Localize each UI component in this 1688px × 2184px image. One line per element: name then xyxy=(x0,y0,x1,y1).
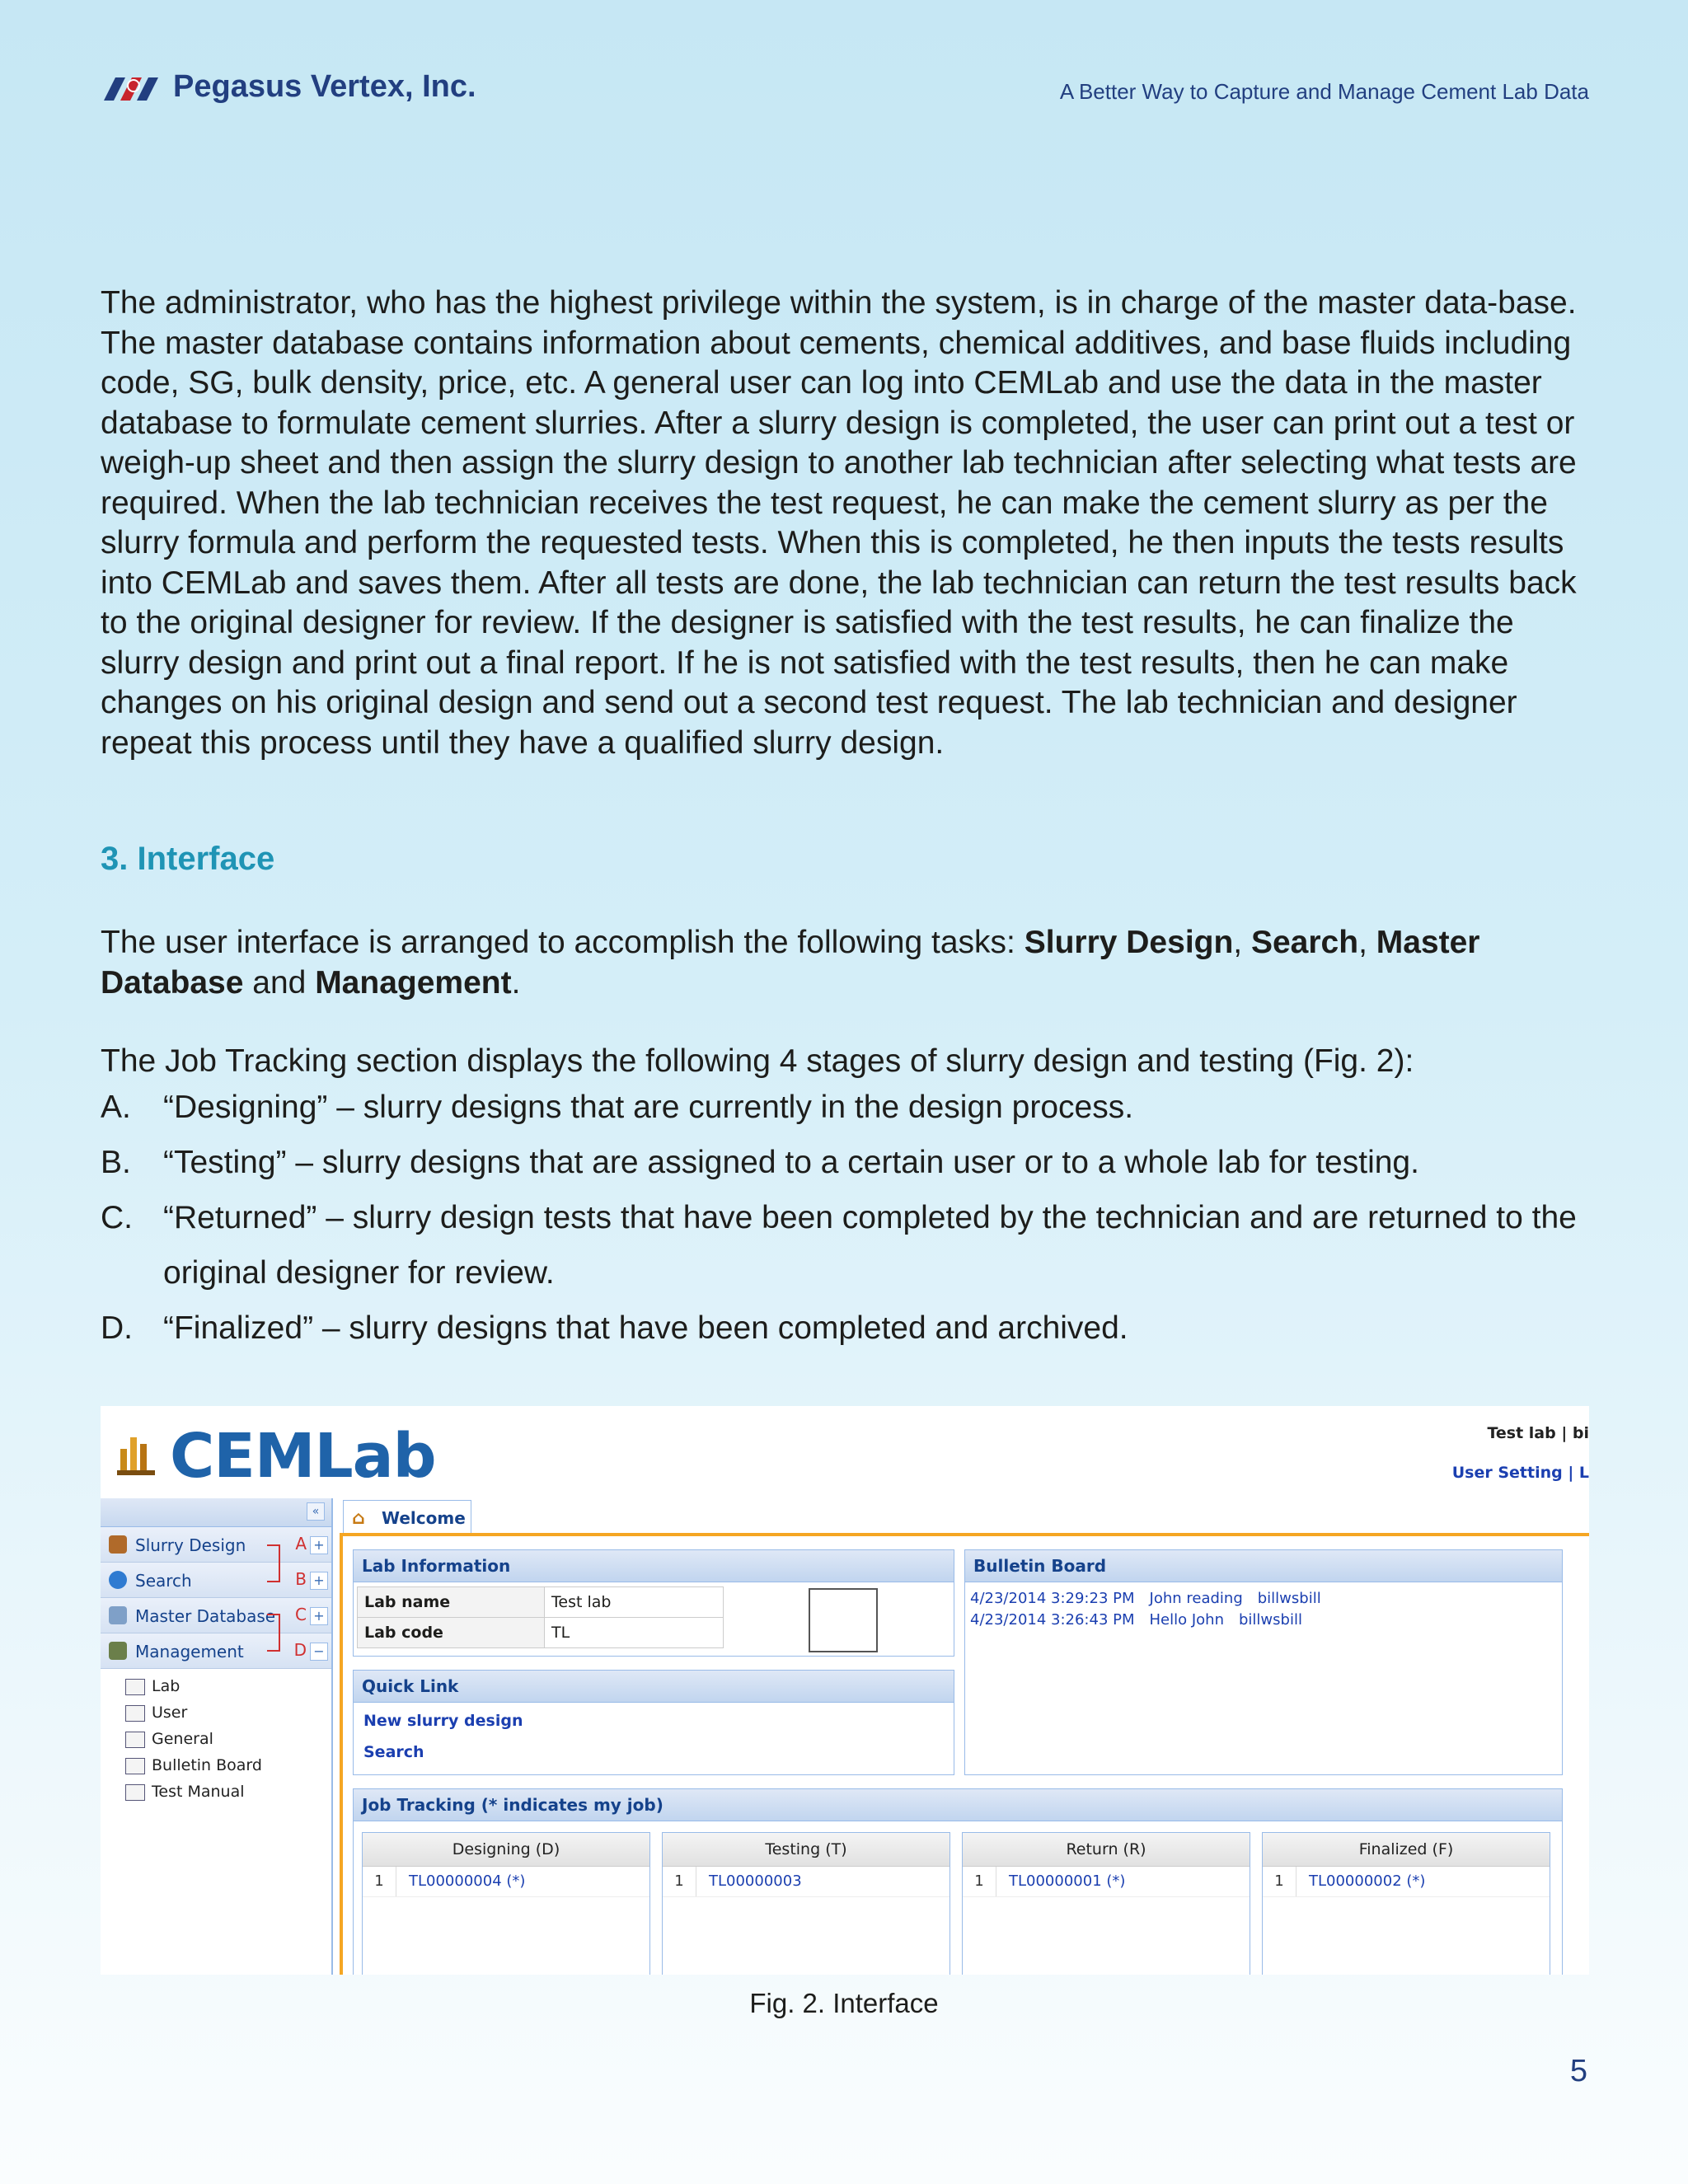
sidebar xyxy=(101,1498,333,1975)
master-database-icon xyxy=(109,1606,127,1624)
user-setting-link[interactable]: User Setting | L xyxy=(1451,1464,1589,1482)
lab-information-panel xyxy=(353,1549,954,1657)
job-row[interactable] xyxy=(963,1867,1250,1897)
annotation-mark: C xyxy=(295,1605,307,1624)
annotation-mark: D xyxy=(293,1640,307,1660)
sidebar-subitem-label: Lab xyxy=(152,1677,181,1695)
task-search: Search xyxy=(1250,925,1359,960)
job-link[interactable]: TL00000003 xyxy=(709,1872,802,1890)
lab-info-table xyxy=(357,1586,724,1648)
sep: , xyxy=(1358,925,1376,960)
lab-name-key: Lab name xyxy=(358,1587,545,1618)
table-row xyxy=(358,1618,724,1648)
tagline: A Better Way to Capture and Manage Cement Lab Data xyxy=(1059,79,1589,104)
page-header xyxy=(99,69,1589,110)
panel-title: Lab Information xyxy=(354,1550,954,1582)
paragraph-administrator: The administrator, who has the highest privilege within the system, is in charge of the master data-base. The master database contains information about cements, chemical additives, and base fluids including code, SG, bulk density, price, etc. A general user can log into CEMLab and use the data in the master database to formulate cement slurries. After a slurry design is completed, the user can print out a test or weigh-up sheet and then assign the slurry design to another lab technician after selecting what tests are required. When the lab technician receives the test request, he can make the cement slurry as per the slurry formula and perform the requested tests. When this is completed, he then inputs the tests results into CEMLab and saves them. After all tests are done, the lab technician can return the test results back to the original designer for review. If the designer is satisfied with the test results, he can finalize the slurry design and print out a final report. If he is not satisfied with the test results, then he can make changes on his original design and send out a second test request. The lab technician and designer repeat this process until they have a qualified slurry design. xyxy=(101,285,1577,761)
job-column-return xyxy=(962,1832,1250,1975)
stage-item xyxy=(101,1301,1591,1356)
row-number: 1 xyxy=(1263,1867,1296,1896)
sidebar-item-label: Search xyxy=(135,1571,192,1591)
annotation-mark: B xyxy=(295,1569,307,1589)
list-icon xyxy=(125,1705,145,1722)
job-link[interactable]: TL00000002 (*) xyxy=(1309,1872,1426,1890)
column-header[interactable]: Return (R) xyxy=(963,1833,1250,1867)
sidebar-item-label: Master Database xyxy=(135,1606,276,1626)
job-row[interactable] xyxy=(1263,1867,1550,1897)
bulletin-board-panel xyxy=(964,1549,1563,1775)
slurry-design-icon xyxy=(109,1535,127,1554)
lab-name-value: Test lab xyxy=(545,1587,724,1618)
sidebar-subitem-label: User xyxy=(152,1704,188,1722)
bulletin-time: 4/23/2014 3:29:23 PM xyxy=(970,1590,1135,1607)
stage-letter: C. xyxy=(101,1200,133,1235)
sep: and xyxy=(243,964,316,1001)
sidebar-item-search[interactable] xyxy=(101,1563,331,1598)
stage-letter: B. xyxy=(101,1145,131,1180)
expand-button[interactable]: + xyxy=(310,1536,328,1554)
pvi-logo-icon xyxy=(99,74,162,102)
column-header[interactable]: Designing (D) xyxy=(363,1833,649,1867)
job-column-testing xyxy=(662,1832,950,1975)
stage-item xyxy=(101,1135,1591,1190)
sidebar-subitem-label: General xyxy=(152,1730,213,1748)
table-row xyxy=(358,1587,724,1618)
task-slurry-design: Slurry Design xyxy=(1024,925,1234,960)
bulletin-row[interactable] xyxy=(970,1590,1336,1607)
sep: , xyxy=(1233,925,1251,960)
annotation-bracket xyxy=(267,1614,280,1652)
sidebar-item-label: Slurry Design xyxy=(135,1535,246,1555)
cemlab-logo-icon xyxy=(117,1429,157,1475)
company-name: Pegasus Vertex, Inc. xyxy=(173,69,476,104)
sidebar-subitem-test-manual[interactable] xyxy=(101,1779,331,1806)
sidebar-item-management[interactable] xyxy=(101,1633,331,1669)
paragraph-job-tracking: The Job Tracking section displays the following 4 stages of slurry design and testing (Fig. 2): xyxy=(101,1043,1414,1079)
stage-item xyxy=(101,1190,1591,1301)
job-link[interactable]: TL00000001 (*) xyxy=(1009,1872,1126,1890)
bulletin-user: billwsbill xyxy=(1239,1611,1302,1629)
sidebar-subitem-bulletin-board[interactable] xyxy=(101,1753,331,1779)
stage-letter: A. xyxy=(101,1090,131,1125)
stage-item xyxy=(101,1080,1591,1135)
list-icon xyxy=(125,1784,145,1801)
annotation-bracket xyxy=(267,1544,280,1582)
lab-logo-placeholder xyxy=(809,1588,878,1652)
stage-text: “Finalized” – slurry designs that have been completed and archived. xyxy=(163,1310,1128,1346)
row-number: 1 xyxy=(363,1867,396,1896)
row-number: 1 xyxy=(663,1867,696,1896)
sidebar-item-label: Management xyxy=(135,1642,244,1661)
stage-letter: D. xyxy=(101,1310,133,1346)
job-column-designing xyxy=(362,1832,650,1975)
section-title: 3. Interface xyxy=(101,841,275,877)
tasks-lead: The user interface is arranged to accomplish the following tasks: xyxy=(101,925,1025,960)
home-icon: ⌂ xyxy=(352,1508,365,1529)
job-column-finalized xyxy=(1262,1832,1550,1975)
search-icon xyxy=(109,1571,127,1589)
sidebar-subitem-lab[interactable] xyxy=(101,1674,331,1700)
search-link[interactable]: Search xyxy=(363,1743,424,1761)
job-row[interactable] xyxy=(663,1867,950,1897)
list-icon xyxy=(125,1758,145,1774)
sidebar-header xyxy=(101,1498,331,1527)
app-title: CEMLab xyxy=(170,1421,436,1492)
panel-title: Job Tracking (* indicates my job) xyxy=(354,1789,1562,1821)
panel-title: Bulletin Board xyxy=(965,1550,1562,1582)
job-tracking-panel xyxy=(353,1788,1563,1975)
lab-code-value: TL xyxy=(545,1618,724,1648)
column-header[interactable]: Testing (T) xyxy=(663,1833,950,1867)
figure-caption: Fig. 2. Interface xyxy=(749,1988,939,2018)
collapse-button[interactable]: − xyxy=(310,1643,328,1661)
task-master-database: Master Database xyxy=(101,925,1480,1001)
job-row[interactable] xyxy=(363,1867,649,1897)
bulletin-row[interactable] xyxy=(970,1611,1317,1629)
sep: . xyxy=(511,964,521,1001)
expand-button[interactable]: + xyxy=(310,1572,328,1590)
sidebar-item-slurry-design[interactable] xyxy=(101,1527,331,1563)
sidebar-subitem-general[interactable] xyxy=(101,1727,331,1753)
interface-figure xyxy=(101,1406,1589,1975)
tab-welcome[interactable] xyxy=(343,1500,471,1534)
job-link[interactable]: TL00000004 (*) xyxy=(409,1872,526,1890)
paragraph-tasks xyxy=(101,923,1591,1003)
bulletin-message: John reading xyxy=(1149,1590,1243,1607)
expand-button[interactable]: + xyxy=(310,1607,328,1625)
stage-text: “Testing” – slurry designs that are assigned to a certain user or to a whole lab for testing. xyxy=(163,1145,1419,1180)
sidebar-item-master-database[interactable] xyxy=(101,1598,331,1633)
quick-link-panel xyxy=(353,1670,954,1775)
sidebar-subitem-label: Test Manual xyxy=(152,1783,245,1801)
stage-text: “Returned” – slurry design tests that have been completed by the technician and are returned to the original designer for review. xyxy=(163,1200,1577,1291)
page-number: 5 xyxy=(1569,2054,1587,2088)
lab-code-key: Lab code xyxy=(358,1618,545,1648)
row-number: 1 xyxy=(963,1867,996,1896)
sidebar-subitem-user[interactable] xyxy=(101,1700,331,1727)
tab-label: Welcome xyxy=(382,1508,466,1528)
welcome-content xyxy=(340,1533,1589,1975)
annotation-mark: A xyxy=(295,1534,307,1554)
bulletin-user: billwsbill xyxy=(1257,1590,1321,1607)
column-header[interactable]: Finalized (F) xyxy=(1263,1833,1550,1867)
stage-text: “Designing” – slurry designs that are currently in the design process. xyxy=(163,1090,1134,1125)
bulletin-message: Hello John xyxy=(1149,1611,1224,1629)
task-management: Management xyxy=(315,964,512,1001)
lab-user-links[interactable]: Test lab | bi xyxy=(1487,1424,1589,1442)
new-slurry-design-link[interactable]: New slurry design xyxy=(363,1712,523,1730)
management-icon xyxy=(109,1642,127,1660)
list-icon xyxy=(125,1732,145,1748)
bulletin-time: 4/23/2014 3:26:43 PM xyxy=(970,1611,1135,1629)
sidebar-subitem-label: Bulletin Board xyxy=(152,1756,262,1774)
collapse-button[interactable]: « xyxy=(307,1502,325,1521)
panel-title: Quick Link xyxy=(354,1671,954,1703)
list-icon xyxy=(125,1679,145,1695)
